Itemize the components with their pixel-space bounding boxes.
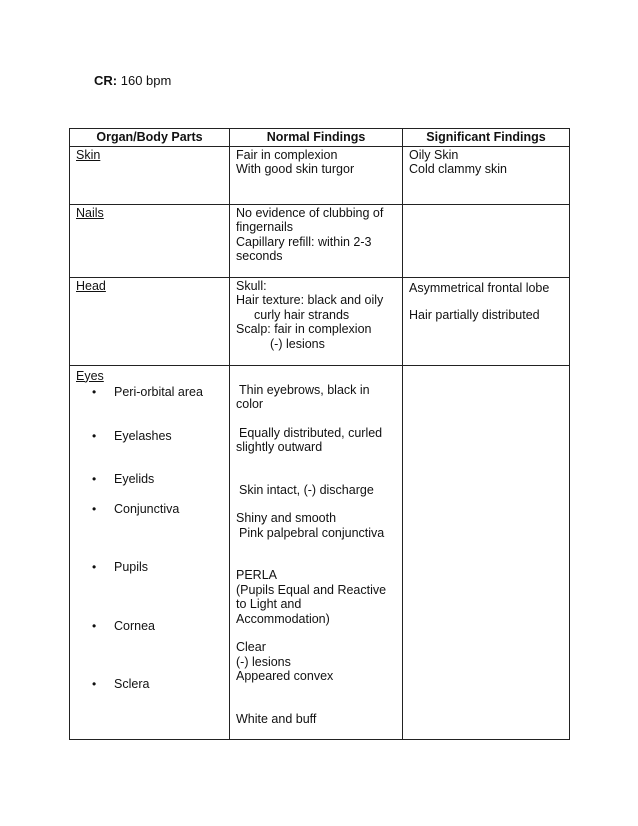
eye-part: Cornea (114, 618, 155, 633)
cr-value: 160 bpm (120, 73, 172, 88)
normal-text: Skin intact, (-) discharge (239, 482, 374, 497)
normal-text: Appeared convex (236, 669, 334, 683)
normal-text: (Pupils Equal and Reactive (236, 582, 387, 597)
header-significant: Significant Findings (403, 129, 570, 147)
header-normal: Normal Findings (230, 129, 403, 147)
significant-text: Asymmetrical frontal lobe (409, 280, 550, 295)
normal-text: seconds (236, 249, 283, 263)
eye-part: Pupils (114, 560, 149, 574)
eye-part: Peri-orbital area (114, 385, 203, 399)
normal-text: White and buff (236, 711, 317, 726)
eye-part: Eyelids (114, 472, 155, 486)
normal-text: With good skin turgor (236, 162, 355, 176)
table-row (70, 204, 570, 277)
normal-text: fingernails (236, 220, 293, 234)
normal-text: Capillary refill: within 2-3 (236, 234, 372, 249)
normal-text: Accommodation) (236, 611, 330, 626)
normal-cell (230, 146, 403, 204)
cr-line (94, 73, 171, 88)
header-organ: Organ/Body Parts (70, 129, 230, 147)
normal-text: Scalp: fair in complexion (236, 322, 372, 336)
normal-cell (230, 365, 403, 739)
list-item (92, 619, 223, 634)
list-item (92, 385, 223, 400)
normal-text: Equally distributed, curled (239, 425, 383, 440)
normal-cell (230, 277, 403, 365)
bullet-icon: • (92, 560, 97, 574)
normal-text: Skull: (236, 278, 267, 293)
list-item (92, 677, 223, 692)
organ-skin: Skin (76, 147, 101, 162)
eye-part: Eyelashes (114, 428, 172, 443)
organ-cell (70, 146, 230, 204)
list-item (92, 502, 223, 517)
organ-eyes: Eyes (76, 368, 104, 383)
normal-text: Pink palpebral conjunctiva (239, 525, 385, 540)
significant-cell (403, 365, 570, 739)
bullet-icon: • (92, 618, 97, 633)
list-item (92, 560, 223, 575)
normal-text: Fair in complexion (236, 147, 338, 162)
normal-text: color (236, 397, 264, 411)
organ-head: Head (76, 278, 106, 293)
table-row (70, 277, 570, 365)
list-item (92, 472, 223, 487)
normal-text: (-) lesions (270, 336, 325, 351)
bullet-icon: • (92, 677, 97, 691)
bullet-icon: • (92, 385, 97, 399)
table-header-row (70, 129, 570, 147)
list-item (92, 429, 223, 444)
significant-cell (403, 204, 570, 277)
normal-text: Clear (236, 640, 266, 654)
organ-cell (70, 365, 230, 739)
organ-nails: Nails (76, 205, 104, 220)
normal-text: No evidence of clubbing of (236, 205, 384, 220)
bullet-icon: • (92, 501, 97, 516)
table-row (70, 146, 570, 204)
significant-cell (403, 277, 570, 365)
normal-text: to Light and (236, 597, 302, 611)
table-row (70, 365, 570, 739)
significant-text: Hair partially distributed (409, 308, 540, 322)
significant-text: Oily Skin (409, 147, 459, 162)
normal-text: Shiny and smooth (236, 511, 337, 525)
organ-cell (70, 277, 230, 365)
normal-text: Thin eyebrows, black in (239, 382, 370, 397)
significant-text: Cold clammy skin (409, 162, 507, 176)
significant-cell (403, 146, 570, 204)
normal-text: slightly outward (236, 440, 323, 454)
eye-part: Conjunctiva (114, 501, 180, 516)
bullet-icon: • (92, 472, 97, 486)
normal-text: Hair texture: black and oily (236, 293, 384, 307)
normal-text: PERLA (236, 568, 277, 582)
normal-cell (230, 204, 403, 277)
bullet-icon: • (92, 428, 97, 443)
assessment-table (69, 128, 570, 740)
eye-part: Sclera (114, 677, 150, 691)
normal-text: (-) lesions (236, 654, 291, 669)
organ-cell (70, 204, 230, 277)
cr-label: CR: (94, 73, 118, 88)
normal-text: curly hair strands (254, 307, 350, 322)
